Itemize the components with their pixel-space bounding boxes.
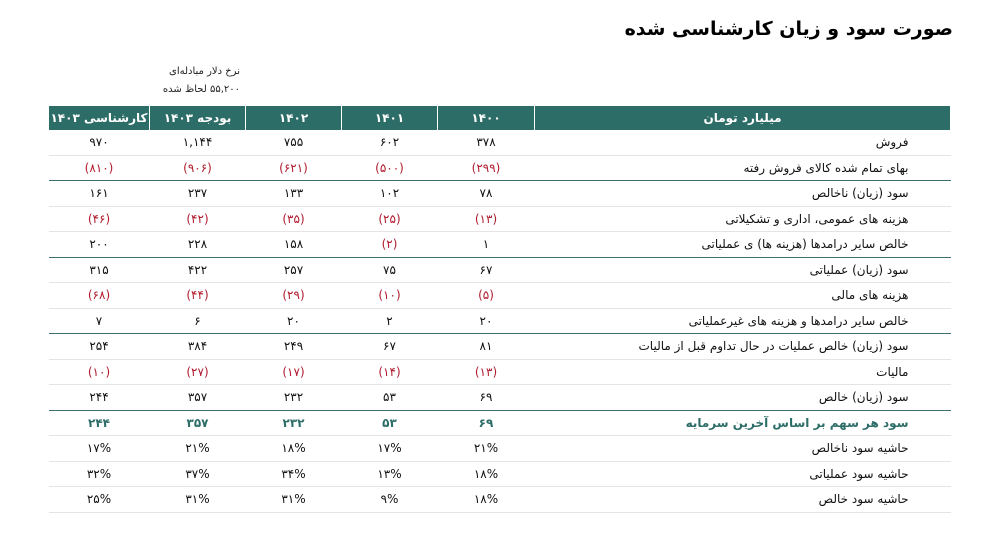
- table-cell: ۱۶۱: [49, 181, 150, 207]
- row-label: سود (زیان) خالص عملیات در حال تداوم قبل از مالیات: [535, 334, 951, 360]
- table-cell: ۱۸%: [438, 487, 535, 513]
- table-cell: ۱۰۲: [342, 181, 438, 207]
- table-row: [49, 283, 951, 309]
- row-label: خالص سایر درامدها (هزینه ها) ی عملیاتی: [535, 232, 951, 258]
- table-cell: ۴۲۲: [150, 257, 246, 283]
- table-cell: ۷: [49, 308, 150, 334]
- row-label: خالص سایر درامدها و هزینه های غیرعملیاتی: [535, 308, 951, 334]
- table-cell: ۲۰۰: [49, 232, 150, 258]
- table-cell: ۱۷%: [49, 436, 150, 462]
- table-row: [49, 359, 951, 385]
- header-1401: ۱۴۰۱: [342, 106, 438, 130]
- table-cell: ۶: [150, 308, 246, 334]
- income-statement-table: [48, 106, 951, 513]
- table-cell: (۲۵): [342, 206, 438, 232]
- table-cell: ۲۲۸: [150, 232, 246, 258]
- row-label: هزینه های مالی: [535, 283, 951, 309]
- table-cell: (۱۰): [49, 359, 150, 385]
- table-row: [49, 385, 951, 411]
- table-row: [49, 257, 951, 283]
- table-cell: (۶۲۱): [246, 155, 342, 181]
- table-header-row: [49, 106, 951, 130]
- table-cell: (۶۸): [49, 283, 150, 309]
- exchange-rate-note-line1: نرخ دلار مبادله‌ای: [169, 66, 240, 77]
- table-row: [49, 334, 951, 360]
- table-cell: (۱۴): [342, 359, 438, 385]
- table-cell: ۱۷%: [342, 436, 438, 462]
- table-cell: ۲۳۲: [246, 385, 342, 411]
- table-cell: ۲۴۹: [246, 334, 342, 360]
- table-cell: ۳۲%: [49, 461, 150, 487]
- table-cell: ۶۹: [438, 410, 535, 436]
- table-cell: ۲۵%: [49, 487, 150, 513]
- table-cell: ۷۸: [438, 181, 535, 207]
- table-cell: ۱۸%: [438, 461, 535, 487]
- table-cell: ۷۵: [342, 257, 438, 283]
- table-row: [49, 410, 951, 436]
- table-row: [49, 308, 951, 334]
- table-cell: ۲۵۷: [246, 257, 342, 283]
- header-expert-1403: کارشناسی ۱۴۰۳: [49, 106, 150, 130]
- table-cell: ۳۱%: [150, 487, 246, 513]
- table-cell: ۱: [438, 232, 535, 258]
- header-label-column: میلیارد تومان: [535, 106, 951, 130]
- table-cell: ۳۷%: [150, 461, 246, 487]
- table-cell: ۱,۱۴۴: [150, 130, 246, 155]
- table-cell: ۳۴%: [246, 461, 342, 487]
- table-cell: (۴۴): [150, 283, 246, 309]
- table-row: [49, 461, 951, 487]
- table-cell: ۳۵۷: [150, 410, 246, 436]
- row-label: هزینه های عمومی، اداری و تشکیلاتی: [535, 206, 951, 232]
- table-cell: ۷۵۵: [246, 130, 342, 155]
- table-cell: ۳۸۴: [150, 334, 246, 360]
- exchange-rate-note: [150, 63, 240, 99]
- row-label: حاشیه سود عملیاتی: [535, 461, 951, 487]
- table-cell: (۹۰۶): [150, 155, 246, 181]
- header-budget-1403: بودجه ۱۴۰۳: [150, 106, 246, 130]
- table-cell: (۴۶): [49, 206, 150, 232]
- table-cell: (۲): [342, 232, 438, 258]
- table-cell: ۶۷: [342, 334, 438, 360]
- table-cell: (۴۲): [150, 206, 246, 232]
- table-cell: ۲۴۴: [49, 410, 150, 436]
- header-1402: ۱۴۰۲: [246, 106, 342, 130]
- table-cell: ۳۱۵: [49, 257, 150, 283]
- table-cell: (۵): [438, 283, 535, 309]
- table-row: [49, 155, 951, 181]
- table-cell: (۲۹): [246, 283, 342, 309]
- table-cell: ۵۳: [342, 410, 438, 436]
- table-row: [49, 232, 951, 258]
- table-cell: ۳۷۸: [438, 130, 535, 155]
- table-cell: ۹%: [342, 487, 438, 513]
- table-cell: ۸۱: [438, 334, 535, 360]
- row-label: بهای تمام شده کالای فروش رفته: [535, 155, 951, 181]
- table-cell: ۱۵۸: [246, 232, 342, 258]
- table-cell: (۲۹۹): [438, 155, 535, 181]
- table-cell: ۲۰: [438, 308, 535, 334]
- table-row: [49, 181, 951, 207]
- header-1400: ۱۴۰۰: [438, 106, 535, 130]
- table-row: [49, 436, 951, 462]
- row-label: حاشیه سود خالص: [535, 487, 951, 513]
- table-cell: ۲۱%: [150, 436, 246, 462]
- row-label: سود (زیان) ناخالص: [535, 181, 951, 207]
- table-cell: (۱۷): [246, 359, 342, 385]
- table-cell: (۱۳): [438, 206, 535, 232]
- table-cell: ۲: [342, 308, 438, 334]
- table-cell: ۹۷۰: [49, 130, 150, 155]
- table-cell: ۳۱%: [246, 487, 342, 513]
- table-cell: ۶۹: [438, 385, 535, 411]
- table-cell: ۱۳%: [342, 461, 438, 487]
- table-cell: ۲۴۴: [49, 385, 150, 411]
- table-cell: (۱۳): [438, 359, 535, 385]
- row-label: حاشیه سود ناخالص: [535, 436, 951, 462]
- table-cell: ۱۳۳: [246, 181, 342, 207]
- table-cell: ۶۰۲: [342, 130, 438, 155]
- table-cell: ۲۳۲: [246, 410, 342, 436]
- table-cell: ۵۳: [342, 385, 438, 411]
- table-row: [49, 487, 951, 513]
- table-row: [49, 130, 951, 155]
- page-title: صورت سود و زیان کارشناسی شده: [624, 18, 953, 40]
- exchange-rate-note-line2: ۵۵,۲۰۰ لحاظ شده: [162, 84, 240, 95]
- table-cell: (۱۰): [342, 283, 438, 309]
- table-cell: (۲۷): [150, 359, 246, 385]
- table-cell: ۶۷: [438, 257, 535, 283]
- row-label: فروش: [535, 130, 951, 155]
- table-cell: ۳۵۷: [150, 385, 246, 411]
- row-label: سود (زیان) عملیاتی: [535, 257, 951, 283]
- table-cell: (۸۱۰): [49, 155, 150, 181]
- table-row: [49, 206, 951, 232]
- table-cell: (۳۵): [246, 206, 342, 232]
- table-cell: ۲۵۴: [49, 334, 150, 360]
- table-cell: ۱۸%: [246, 436, 342, 462]
- table-cell: ۲۱%: [438, 436, 535, 462]
- table-cell: ۲۰: [246, 308, 342, 334]
- table-cell: (۵۰۰): [342, 155, 438, 181]
- row-label: سود (زیان) خالص: [535, 385, 951, 411]
- table-cell: ۲۳۷: [150, 181, 246, 207]
- row-label: مالیات: [535, 359, 951, 385]
- row-label: سود هر سهم بر اساس آخرین سرمایه: [535, 410, 951, 436]
